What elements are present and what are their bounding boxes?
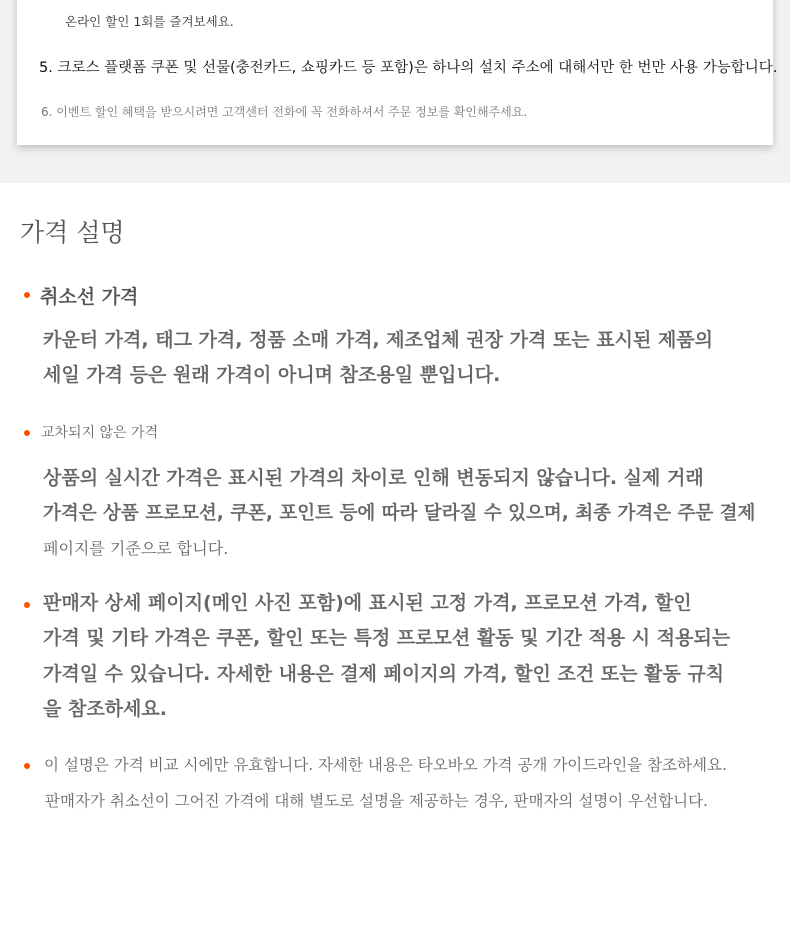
price-section-title: 가격 설명 [20, 218, 125, 247]
uncrossed-price-line-2: 가격은 상품 프로모션, 쿠폰, 포인트 등에 따라 달라질 수 있으며, 최종 가격은 주문 결제 [43, 503, 756, 524]
strike-price-line-2: 세일 가격 등은 원래 가격이 아니며 참조용일 뿐입니다. [43, 364, 501, 386]
strike-price-heading: 취소선 가격 [40, 286, 139, 308]
note-line-1: 이 설명은 가격 비교 시에만 유효합니다. 자세한 내용은 타오바오 가격 공개 가이드라인을 참조하세요. [44, 756, 727, 774]
bullet-icon [24, 602, 30, 608]
bullet-icon [24, 763, 30, 769]
notice-line-tail: 온라인 할인 1회를 즐겨보세요. [65, 14, 234, 29]
bullet-icon [24, 430, 30, 436]
strike-price-line-1: 카운터 가격, 태그 가격, 정품 소매 가격, 제조업체 권장 가격 또는 표시된 제품의 [43, 329, 714, 351]
notice-item-6: 6. 이벤트 할인 혜택을 받으시려면 고객센터 전화에 꼭 전화하셔서 주문 정보를 확인해주세요. [41, 105, 528, 119]
seller-price-line-2: 가격 및 기타 가격은 쿠폰, 할인 또는 특정 프로모션 활동 및 기간 적용 시 적용되는 [43, 627, 731, 649]
seller-price-line-3: 가격일 수 있습니다. 자세한 내용은 결제 페이지의 가격, 할인 조건 또는 활동 규칙 [43, 663, 725, 685]
notice-card [17, 0, 778, 145]
bullet-icon [24, 292, 30, 298]
seller-price-line-1: 판매자 상세 페이지(메인 사진 포함)에 표시된 고정 가격, 프로모션 가격, 할인 [43, 592, 692, 614]
notice-item-5: 5. 크로스 플랫폼 쿠폰 및 선물(충전카드, 쇼핑카드 등 포함)은 하나의 설치 주소에 대해서만 한 번만 사용 가능합니다. [39, 60, 778, 76]
uncrossed-price-line-1: 상품의 실시간 가격은 표시된 가격의 차이로 인해 변동되지 않습니다. 실제 거래 [43, 467, 704, 489]
note-line-2: 판매자가 취소선이 그어진 가격에 대해 별도로 설명을 제공하는 경우, 판매자의 설명이 우선합니다. [45, 792, 708, 810]
seller-price-line-4: 을 참조하세요. [43, 698, 167, 720]
uncrossed-price-line-3: 페이지를 기준으로 합니다. [43, 539, 229, 558]
uncrossed-price-heading: 교차되지 않은 가격 [41, 425, 159, 441]
